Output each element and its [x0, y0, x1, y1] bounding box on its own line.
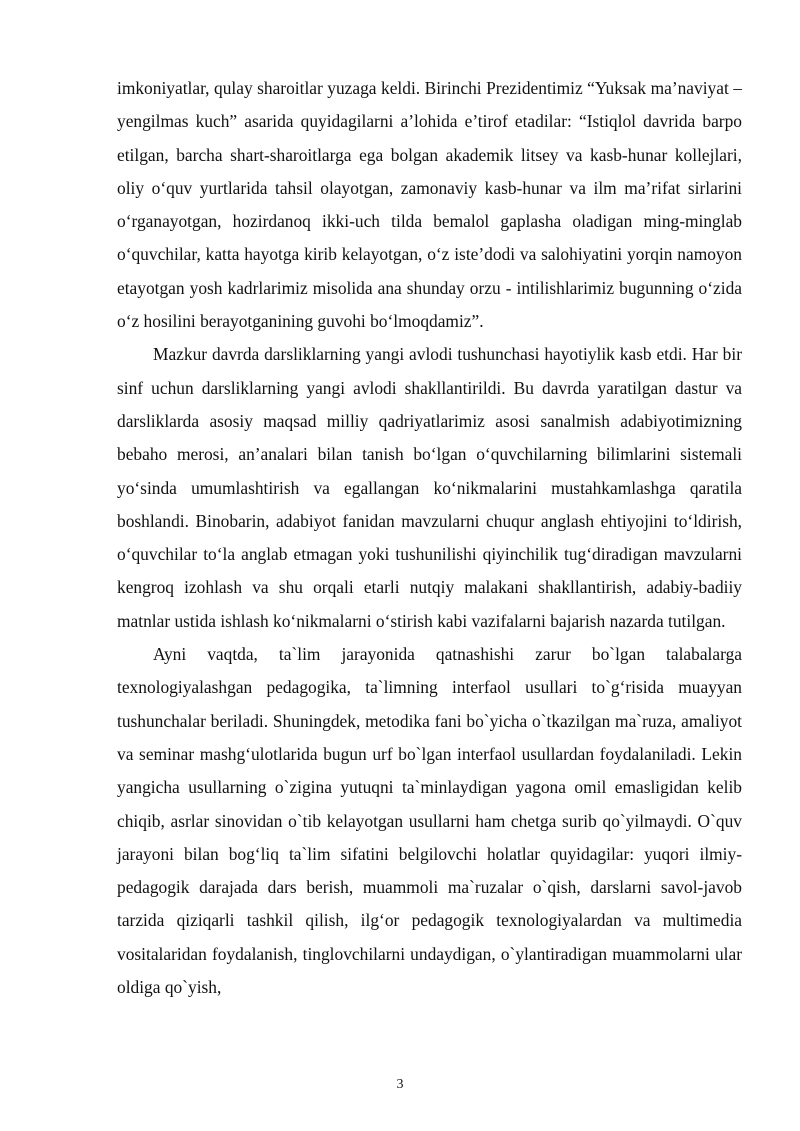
- page-body: [117, 72, 742, 1004]
- paragraph-textbooks: Mazkur davrda darsliklarning yangi avlodi tushunchasi hayotiylik kasb etdi. Har bir sinf uchun darsliklarning yangi avlodi shakllantirildi. Bu davrda yaratilgan dastur va darsliklarda asosiy maqsad milliy qadriyatlarimiz asosi sanalmish adabiyotimizning bebaho merosi, an’analari bilan tanish bo‘lgan o‘quvchilarning bilimlarini sistemali yo‘sinda umumlashtirish va egallangan ko‘nikmalarini mustahkamlashga qaratila boshlandi. Binobarin, adabiyot fanidan mavzularni chuqur anglash ehtiyojini to‘ldirish, o‘quvchilar to‘la anglab etmagan yoki tushunilishi qiyinchilik tug‘diradigan mavzularni kengroq izohlash va shu orqali etarli nutqiy malakani shakllantirish, adabiy-badiiy matnlar ustida ishlash ko‘nikmalarni o‘stirish kabi vazifalarni bajarish nazarda tutilgan.: [117, 344, 742, 631]
- paragraph-teaching-methods: Ayni vaqtda, ta`lim jarayonida qatnashishi zarur bo`lgan talabalarga texnologiyalashgan pedagogika, ta`limning interfaol usullari to`g‘risida muayyan tushunchalar beriladi. Shuningdek, metodika fani bo`yicha o`tkazilgan ma`ruza, amaliyot va seminar mashg‘ulotlarida bugun urf bo`lgan interfaol usullardan foydalaniladi. Lekin yangicha usullarning o`zigina yutuqni ta`minlaydigan yagona omil emasligidan kelib chiqib, asrlar sinovidan o`tib kelayotgan usullarni ham chetga surib qo`yilmaydi. O`quv jarayoni bilan bog‘liq ta`lim sifatini belgilovchi holatlar quyidagilar: yuqori ilmiy-pedagogik darajada dars berish, muammoli ma`ruzalar o`qish, darslarni savol-javob tarzida qiziqarli tashkil qilish, ilg‘or pedagogik texnologiyalardan va multimedia vositalaridan foydalanish, tinglovchilarni undaydigan, o`ylantiradigan muammolarni ular oldiga qo`yish,: [117, 644, 742, 998]
- paragraph-continuation: imkoniyatlar, qulay sharoitlar yuzaga keldi. Birinchi Prezidentimiz “Yuksak ma’naviyat – yengilmas kuch” asarida quyidagilarni a’lohida e’tirof etadilar: “Istiqlol davrida barpo etilgan, barcha shart-sharoitlarga ega bolgan akademik litsey va kasb-hunar kollejlari, oliy o‘quv yurtlarida tahsil olayotgan, zamonaviy kasb-hunar va ilm ma’rifat sirlarini o‘rganayotgan, hozirdanoq ikki-uch tilda bemalol gaplasha oladigan ming-minglab o‘quvchilar, katta hayotga kirib kelayotgan, o‘z iste’dodi va salohiyatini yorqin namoyon etayotgan yosh kadrlarimiz misolida ana shunday orzu - intilishlarimiz bugunning o‘zida o‘z hosilini berayotganining guvohi bo‘lmoqdamiz”.: [117, 78, 742, 332]
- page-number: 3: [396, 1077, 404, 1092]
